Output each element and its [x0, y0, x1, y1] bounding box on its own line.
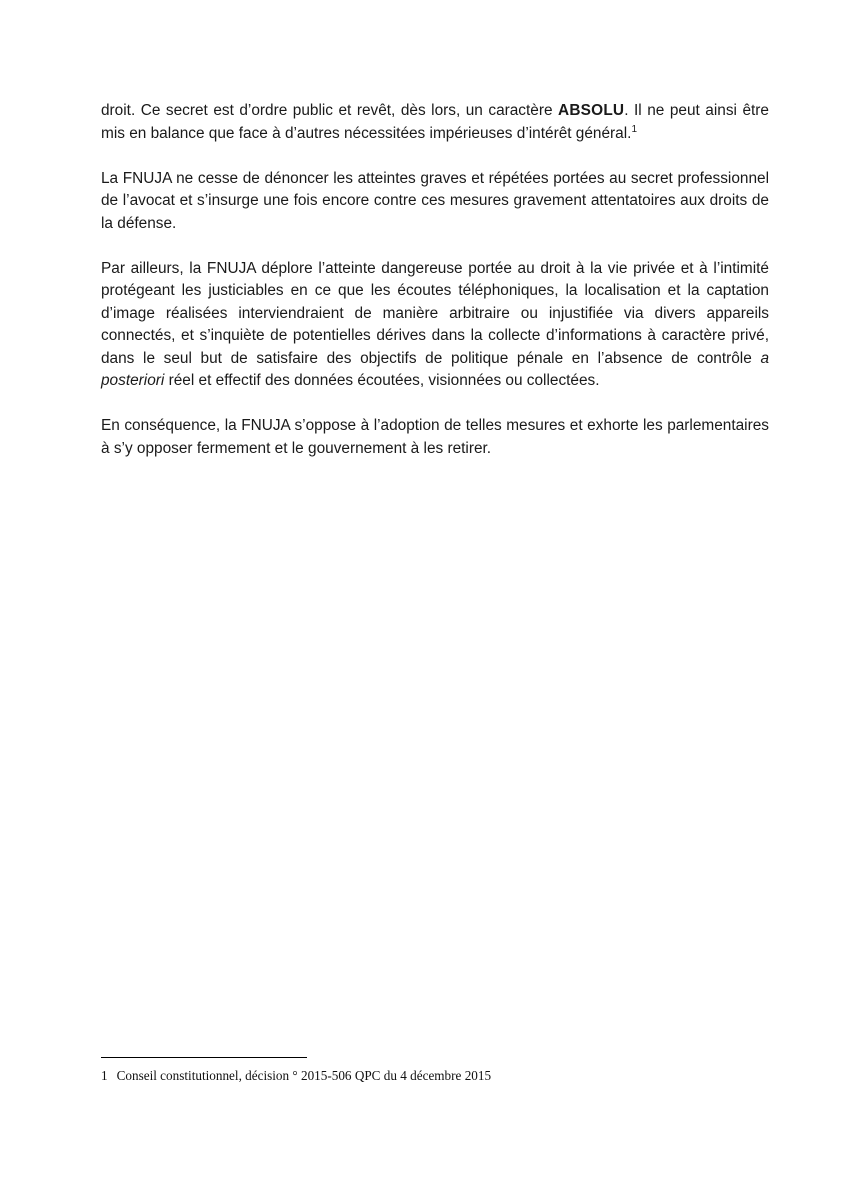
paragraph-1-text-end: . Il ne peut ainsi être mis en balance que face à d’autres nécessitées impérieuses d’intérêt général.: [101, 102, 769, 142]
paragraph-vie-privee: [101, 258, 769, 393]
paragraph-1-text-start: droit. Ce secret est d’ordre public et revêt, dès lors, un caractère: [101, 102, 559, 119]
absolu-emphasis: ABSOLU: [558, 102, 625, 119]
footnote-number: 1: [101, 1068, 108, 1083]
document-body: [101, 100, 769, 483]
footnote-text: Conseil constitutionnel, décision ° 2015-506 QPC du 4 décembre 2015: [116, 1068, 492, 1083]
paragraph-3-text-start: Par ailleurs, la FNUJA déplore l’atteinte dangereuse portée au droit à la vie privée et à l’intimité protégeant les justiciables en ce que les écoutes téléphoniques, la localisation et la captation d’image réalisées interviendraient de manière arbitraire ou injustifiée via divers appareils connectés, et s’inquiète de potentielles dérives dans la collecte d’informations à caractère privé, dans le seul but de satisfaire des objectifs de politique pénale en l’absence de contrôle: [101, 259, 769, 367]
paragraph-3-text-end: réel et effectif des données écoutées, visionnées ou collectées.: [164, 372, 600, 389]
footnote: [101, 1068, 491, 1084]
paragraph-fnuja-denonce: La FNUJA ne cesse de dénoncer les atteintes graves et répétées portées au secret professionnel de l’avocat et s’insurge une fois encore contre ces mesures gravement attentatoires aux droits de la défense.: [101, 169, 769, 232]
a-posteriori-italic: a posteriori: [101, 349, 769, 389]
footnote-separator: [101, 1057, 307, 1058]
footnote-reference[interactable]: 1: [631, 123, 637, 135]
paragraph-consequence: En conséquence, la FNUJA s’oppose à l’adoption de telles mesures et exhorte les parlementaires à s’y opposer fermement et le gouvernement à les retirer.: [101, 417, 769, 457]
paragraph-secret-absolu: [101, 100, 769, 145]
